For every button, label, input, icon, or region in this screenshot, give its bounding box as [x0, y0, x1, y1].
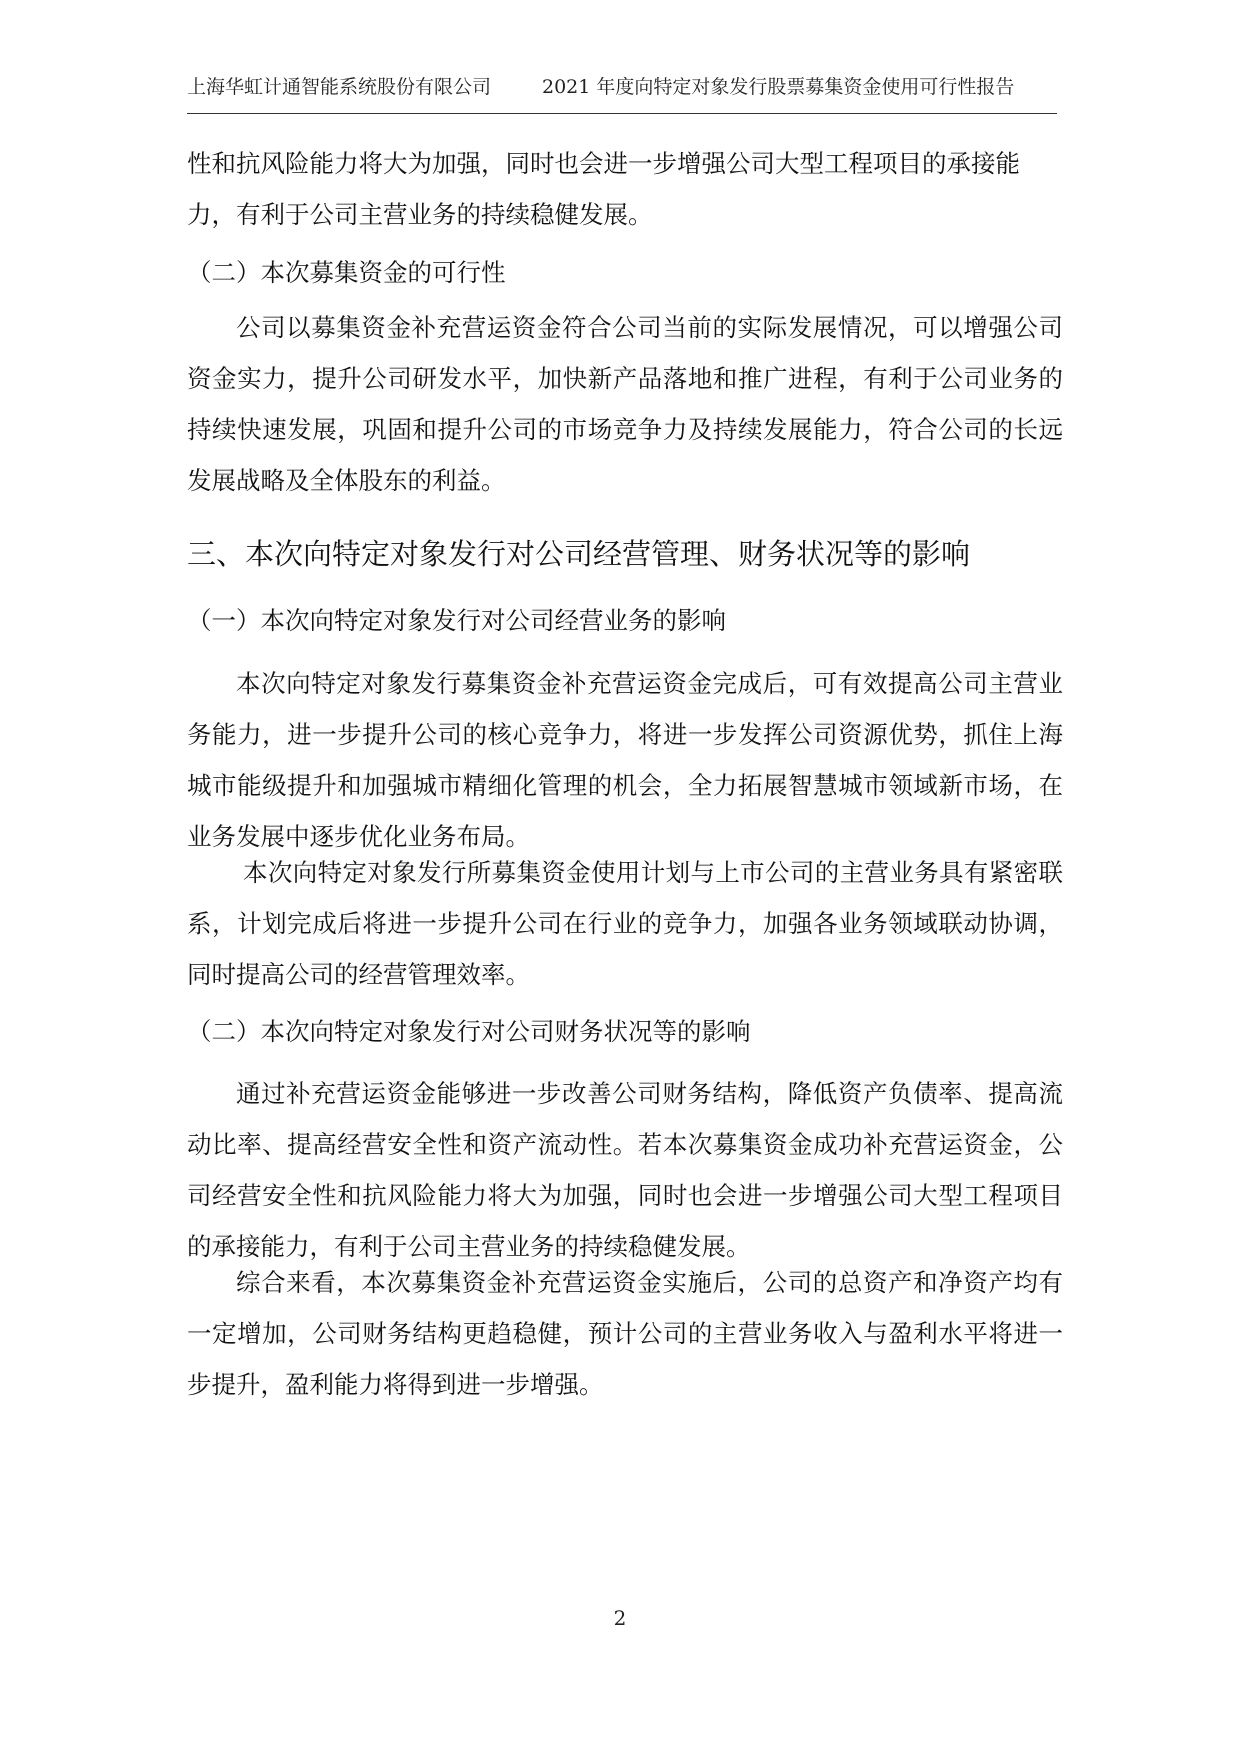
chapter3-heading: 三、本次向特定对象发行对公司经营管理、财务状况等的影响 [187, 537, 971, 571]
chapter3-sub2-paragraph2: 综合来看，本次募集资金补充营运资金实施后，公司的总资产和净资产均有一定增加，公司财务结构更趋稳健，预计公司的主营业务收入与盈利水平将进一步提升，盈利能力将得到进一步增强。 [187, 1268, 1063, 1399]
header-company-name: 上海华虹计通智能系统股份有限公司 [187, 76, 492, 98]
chapter3-sub2-paragraph1: 通过补充营运资金能够进一步改善公司财务结构，降低资产负债率、提高流动比率、提高经营安全性和资产流动性。若本次募集资金成功补充营运资金，公司经营安全性和抗风险能力将大为加强，同时也会进一步增强公司大型工程项目的承接能力，有利于公司主营业务的持续稳健发展。 [187, 1079, 1063, 1261]
page-number: 2 [613, 1606, 627, 1630]
chapter3-sub1-paragraph2: 本次向特定对象发行所募集资金使用计划与上市公司的主营业务具有紧密联系，计划完成后将进一步提升公司在行业的竞争力，加强各业务领域联动协调，同时提高公司的经营管理效率。 [187, 858, 1063, 989]
header-divider [187, 113, 1057, 114]
chapter3-sub1-heading: （一）本次向特定对象发行对公司经营业务的影响 [187, 606, 726, 635]
section2-heading: （二）本次募集资金的可行性 [187, 258, 506, 287]
chapter3-sub2-heading: （二）本次向特定对象发行对公司财务状况等的影响 [187, 1017, 751, 1046]
section2-paragraph: 公司以募集资金补充营运资金符合公司当前的实际发展情况，可以增强公司资金实力，提升公司研发水平，加快新产品落地和推广进程，有利于公司业务的持续快速发展，巩固和提升公司的市场竞争力及持续发展能力，符合公司的长远发展战略及全体股东的利益。 [187, 313, 1063, 495]
chapter3-sub1-paragraph1: 本次向特定对象发行募集资金补充营运资金完成后，可有效提高公司主营业务能力，进一步提升公司的核心竞争力，将进一步发挥公司资源优势，抓住上海城市能级提升和加强城市精细化管理的机会，全力拓展智慧城市领域新市场，在业务发展中逐步优化业务布局。 [187, 669, 1063, 851]
intro-paragraph: 性和抗风险能力将大为加强，同时也会进一步增强公司大型工程项目的承接能力，有利于公司主营业务的持续稳健发展。 [187, 149, 1020, 229]
header-report-title: 2021 年度向特定对象发行股票募集资金使用可行性报告 [542, 76, 1015, 98]
